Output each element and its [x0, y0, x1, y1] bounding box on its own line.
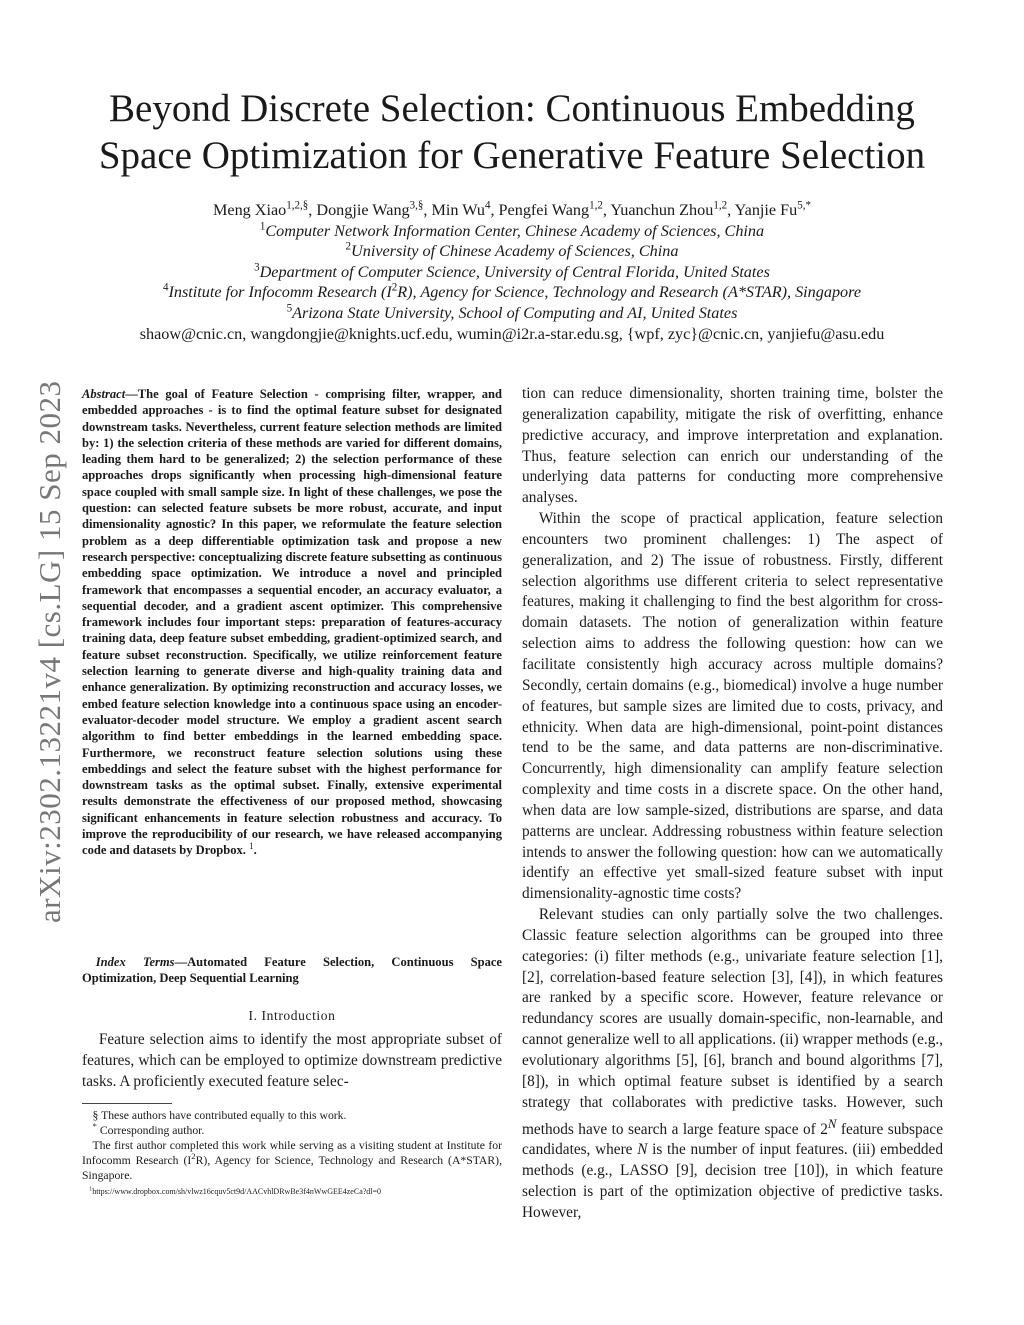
footnote-equal-contribution: [82, 1108, 502, 1123]
footnote-text: These authors have contributed equally to this work.: [101, 1109, 347, 1122]
abstract: [82, 386, 502, 859]
affiliation-sup: 5: [286, 302, 293, 315]
footnote-mark: 1: [89, 1186, 93, 1193]
author-sup: 5,*: [797, 199, 811, 212]
affiliation-text: Institute for Infocomm Research (I: [168, 283, 392, 302]
affiliation-4: [80, 282, 944, 303]
footnote-text: R), Agency for Science, Technology and Research (A*STAR), Singapore.: [82, 1154, 502, 1182]
affiliation-3: [80, 262, 944, 283]
author-sup: 1,2: [589, 199, 603, 212]
paragraph-text: is the number of input features. (iii) embedded methods (e.g., LASSO [9], decision tree [10]), in which feature selection is part of the optimization objective of predictive tasks. However,: [522, 1141, 943, 1221]
author-name: Meng Xiao: [213, 201, 287, 219]
affiliation-1: [80, 221, 944, 242]
body-paragraph-3: [522, 905, 943, 1224]
index-terms: [82, 954, 502, 987]
dropbox-link[interactable]: https://www.dropbox.com/sh/vlwz16cquv5ct9d/AACvhlDRwBe3f4nWwGEE4zeCa?dl=0: [92, 1187, 382, 1196]
author-name: Yuanchun Zhou: [610, 201, 714, 219]
paragraph-text: Relevant studies can only partially solve the two challenges. Classic feature selection algorithms can be grouped into three categories: (i) filter methods (e.g., univariate feature selection [1], [2], correlation-based feature selection [3], [4]), in which features are ranked by a specific score. However, feature relevance or redundancy scores are usually domain-specific, non-learnable, and cannot generalize well to all applications. (ii) wrapper methods (e.g., evolutionary algorithms [5], [6], branch and bound algorithms [7], [8]), in which optimal feature subset is identified by a search strategy that collaborates with predictive tasks. However, such methods have to search a large feature space of: [522, 906, 943, 1138]
footnote-divider: [82, 1103, 172, 1104]
abstract-end: .: [253, 843, 257, 858]
math-exponent: N: [827, 1116, 837, 1131]
index-terms-label: Index Terms: [95, 955, 175, 969]
arxiv-id-text: arXiv:2302.13221v4 [cs.LG] 15 Sep 2023: [32, 380, 67, 924]
affiliation-5: [80, 303, 944, 324]
body-paragraph-2: Within the scope of practical application, feature selection encounters two prominent challenges: 1) The aspect of generalization, and 2) The issue of robustness. Firstly, different selection algorithms use different criteria to select representative features, making it challenging to find the best algorithm for cross-domain datasets. The notion of generalization within feature selection aims to address the following question: how can we facilitate consistently high accuracy across multiple domains? Secondly, certain domains (e.g., biomedical) involve a huge number of features, but sample sizes are limited due to costs, privacy, and ethnicity. When data are high-dimensional, point-point distances tend to be the same, and data patterns are non-discriminative. Concurrently, high dimensionality can amplify feature selection complexity and time costs in a discrete space. On the other hand, when data are low sample-sized, distributions are sparse, and data patterns are unclear. Addressing robustness within feature selection intends to answer the following question: how can we automatically identify an effective yet small-sized feature subset with input dimensionality-agnostic time costs?: [522, 510, 943, 903]
arxiv-identifier: [26, 358, 74, 946]
right-column: [522, 384, 943, 1224]
footnote-corresponding: [82, 1123, 502, 1138]
footnote-mark: *: [92, 1121, 97, 1132]
author-name: Pengfei Wang: [498, 201, 590, 219]
affiliation-text: University of Chinese Academy of Sciences, China: [351, 242, 679, 261]
author-name: Min Wu: [431, 201, 485, 219]
section-heading-introduction: I. Introduction: [248, 1008, 336, 1023]
author-sup: 1,2,§: [286, 199, 309, 212]
affiliation-text: Computer Network Information Center, Chinese Academy of Sciences, China: [265, 221, 765, 240]
affiliation-sup: 3: [254, 261, 260, 274]
math-variable: N: [637, 1141, 648, 1159]
affiliation-text: R), Agency for Science, Technology and Research (A*STAR), Singapore: [397, 283, 862, 302]
affiliation-sup: 4: [162, 281, 169, 294]
footnotes: [82, 1108, 502, 1199]
footnote-text: The first author completed this work while serving as a visiting student at Institute for Infocomm Research (I: [82, 1139, 502, 1167]
author-sup: 1,2: [713, 199, 728, 212]
affiliation-sup: 1: [259, 220, 266, 233]
paragraph-text: feature subspace candidates, where: [522, 1120, 943, 1159]
author-name: Dongjie Wang: [316, 201, 410, 219]
footnote-visiting-student: [82, 1138, 502, 1183]
affiliation-2: [80, 241, 944, 262]
affiliation-text: Arizona State University, School of Computing and AI, United States: [292, 303, 738, 322]
affiliation-text: Department of Computer Science, University of Central Florida, United States: [259, 262, 770, 281]
intro-paragraph: Feature selection aims to identify the most appropriate subset of features, which can be employed to optimize downstream predictive tasks. A proficiently executed feature selec-: [82, 1031, 502, 1090]
footnote-text: Corresponding author.: [99, 1124, 205, 1137]
author-list: Meng Xiao$^{1,2,\S}$, Dongjie Wang$^{3,\S}$, Min Wu$^4$, Pengfei Wang$^{1,2}$, Yuanchun Zhou$^{1,2}$, Yanjie $Fu^{5,*}$: [213, 199, 811, 219]
abstract-label: Abstract: [82, 387, 126, 401]
affiliation-sup: 2: [345, 240, 352, 253]
title-line-2: Space Optimization for Generative Feature Selection: [98, 134, 926, 177]
author-name: Yanjie Fu: [734, 201, 798, 219]
footnote-mark: §: [92, 1109, 99, 1122]
affiliation-inline-sup: 2: [391, 281, 398, 294]
body-paragraph-1: tion can reduce dimensionality, shorten training time, bolster the generalization capability, mitigate the risk of overfitting, enhance predictive accuracy, and improve interpretation and explanation. Thus, feature selection can enrich our understanding of the underlying data patterns for conducting more comprehensive analyses.: [522, 385, 943, 507]
title-line-1: Beyond Discrete Selection: Continuous Embedding: [109, 87, 915, 130]
author-sup: 4: [484, 199, 491, 212]
abstract-footnote-mark[interactable]: 1: [249, 841, 254, 852]
math-base: 2: [820, 1120, 828, 1138]
footnote-dropbox-url: [82, 1185, 502, 1199]
index-terms-text: —Automated Feature Selection, Continuous Space Optimization, Deep Sequential Learning: [82, 955, 502, 986]
author-emails: shaow@cnic.cn, wangdongjie@knights.ucf.edu, wumin@i2r.a-star.edu.sg, {wpf, zyc}@cnic.cn, yanjiefu@asu.edu: [139, 324, 885, 343]
paper-title: [60, 85, 964, 179]
author-block: [80, 200, 944, 344]
abstract-text: —The goal of Feature Selection - comprising filter, wrapper, and embedded approaches - is to find the optimal feature subset for designated downstream tasks. Nevertheless, current feature selection methods are limited by: 1) the selection criteria of these methods are varied for different domains, leading them hard to be generalized; 2) the selection performance of these approaches drops significantly when processing high-dimensional feature space coupled with small sample size. In light of these challenges, we pose the question: can selected feature subsets be more robust, accurate, and input dimensionality agnostic? In this paper, we reformulate the feature selection problem as a deep differentiable optimization task and propose a new research perspective: conceptualizing discrete feature subsetting as continuous embedding space optimization. We introduce a novel and principled framework that encompasses a sequential encoder, an accuracy evaluator, a sequential decoder, and a gradient ascent optimizer. This comprehensive framework includes four important steps: preparation of features-accuracy training data, deep feature subset embedding, gradient-optimized search, and feature subset reconstruction. Specifically, we utilize reinforcement feature selection learning to generate diverse and high-quality training data and enhance generalization. By optimizing reconstruction and accuracy losses, we embed feature selection knowledge into a continuous space using an encoder-evaluator-decoder model structure. We employ a gradient ascent search algorithm to find better embeddings in the learned embedding space. Furthermore, we reconstruct feature selection solutions using these embeddings and select the feature subset with the highest performance for downstream tasks as the optimal subset. Finally, extensive experimental results demonstrate the effectiveness of our proposed method, showcasing significant enhancements in feature selection robustness and accuracy. To improve the reproducibility of our research, we have released accompanying code and datasets by Dropbox.: [82, 387, 502, 858]
footnote-inline-sup: 2: [191, 1151, 196, 1162]
author-sup: 3,§: [409, 199, 424, 212]
